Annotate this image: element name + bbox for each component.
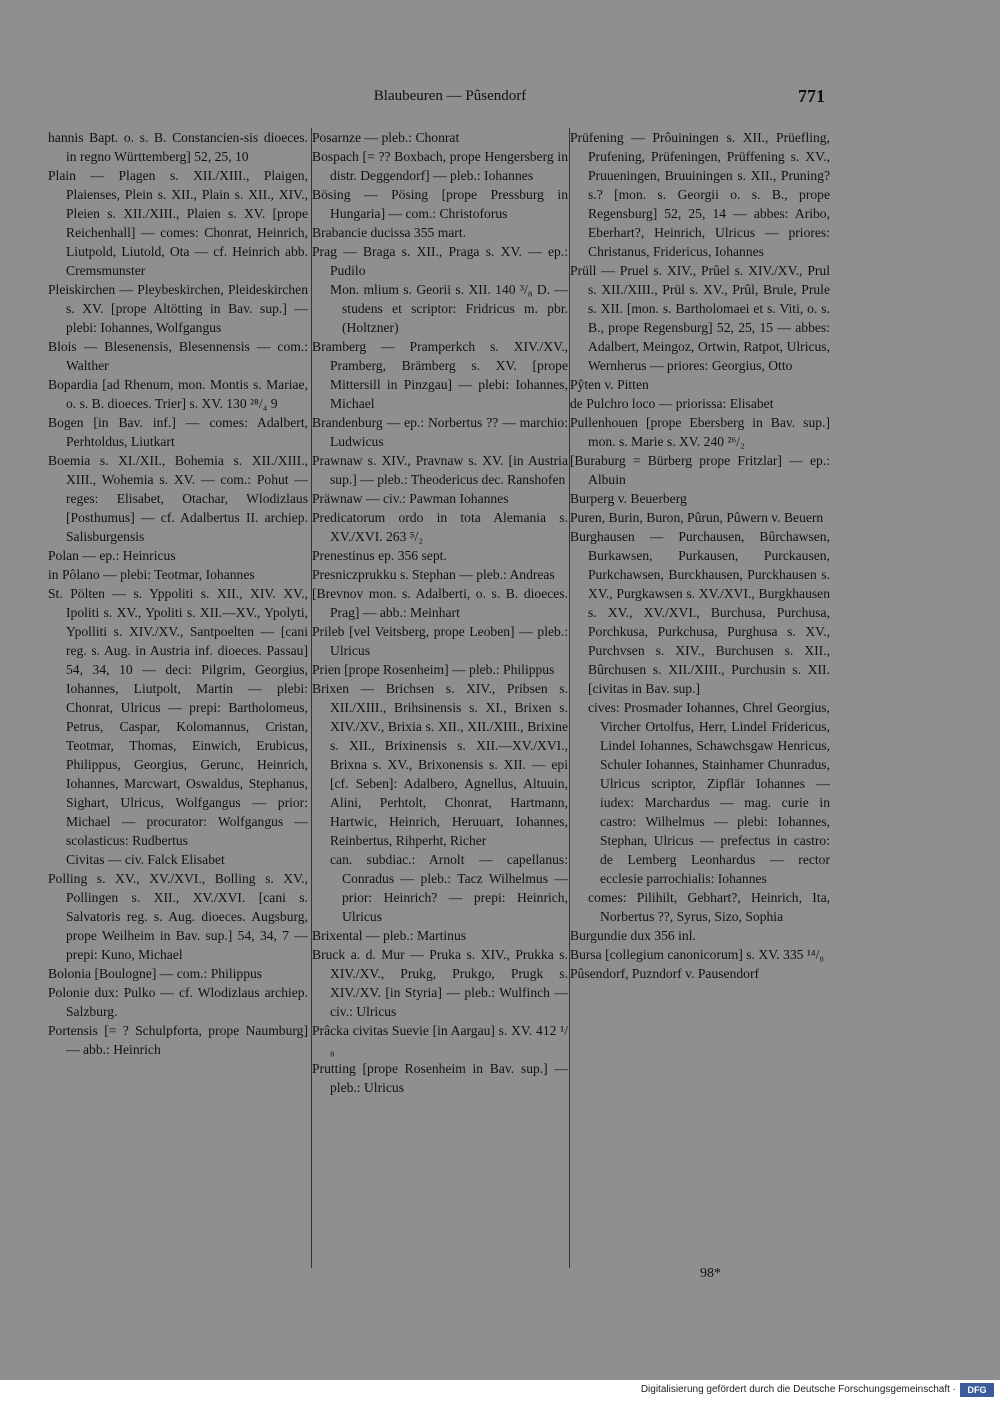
index-entry: Prüll — Pruel s. XIV., Prûel s. XIV./XV., Prul s. XII./XIII., Prül s. XV., Prûl, Brule, Prule s. XII. [mon. s. Bartholomaei et s. Viti, o. s. B., prope Regensburg] 52, 25, 15 — abbes: Adalbert, Meingoz, Ortwin, Ratpot, Ulricus, Wernherus — priores: Georgius, Otto [570, 263, 830, 373]
column-2 [312, 128, 568, 1268]
index-entry: Prawnaw s. XIV., Pravnaw s. XV. [in Austria sup.] — pleb.: Theodericus dec. Ranshofen [312, 453, 568, 487]
index-entry: Prileb [vel Veitsberg, prope Leoben] — pleb.: Ulricus [312, 624, 568, 658]
index-entry: Brabancie ducissa 355 mart. [312, 225, 467, 240]
index-entry: Bruck a. d. Mur — Pruka s. XIV., Prukka s. XIV./XV., Prukg, Prukgo, Prugk s. XIV./XV. [in Styria] — pleb.: Wulfinch — civ.: Ulricus [312, 947, 568, 1019]
index-entry: Predicatorum ordo in tota Alemania s. XV./XVI. 263 ⁵/₂ [312, 510, 568, 544]
index-entry: Prenestinus ep. 356 sept. [312, 548, 447, 563]
funding-note: Digitalisierung gefördert durch die Deutsche Forschungsgemeinschaft · [640, 1384, 956, 1395]
index-entry: [Brevnov mon. s. Adalberti, o. s. B. dioeces. Prag] — abb.: Meinhart [312, 586, 568, 620]
index-entry: Burperg v. Beuerberg [570, 491, 687, 506]
index-entry: Bospach [= ?? Boxbach, prope Hengersberg in distr. Deggendorf] — pleb.: Iohannes [312, 149, 568, 183]
index-entry: St. Pölten — s. Yppoliti s. XII., XIV. XV., Ipoliti s. XV., Ypoliti s. XII.—XV., Ypolyti, Ypolliti s. XIV./XV., Santpoelten — [cani reg. s. Aug. in Austria inf. dioeces. Passau] 54, 34, 10 — deci: Pilgrim, Georgius, Iohannes, Liutpolt, Martin — plebi: Chonrat, Ulricus — prepi: Bartholomeus, Petrus, Caspar, Kolomannus, Cristan, Teotmar, Thomas, Einwich, Erubicus, Philippus, Georgius, Gerunc, Heinrich, Iohannes, Marcwart, Oswaldus, Stephanus, Sighart, Ulricus, Wolfgangus — prior: Michael — procurator: Wolfgangus — scolasticus: Rudbertus [48, 586, 308, 848]
index-entry: Blois — Blesenensis, Blesennensis — com.: Walther [48, 339, 308, 373]
index-entry: Polan — ep.: Heinricus [48, 548, 176, 563]
index-entry: comes: Pilihilt, Gebhart?, Heinrich, Ita, Norbertus ??, Syrus, Sizo, Sophia [588, 890, 830, 924]
index-entry: Burgundie dux 356 inl. [570, 928, 696, 943]
index-entry: Posarnze — pleb.: Chonrat [312, 130, 460, 145]
index-entry: Polonie dux: Pulko — cf. Wlodizlaus archiep. Salzburg. [48, 985, 308, 1019]
index-entry: Präwnaw — civ.: Pawman Iohannes [312, 491, 509, 506]
index-entry: Bursa [collegium canonicorum] s. XV. 335 ¹⁴/₈ [570, 947, 825, 962]
index-entry: Brixental — pleb.: Martinus [312, 928, 467, 943]
index-entry: Pleiskirchen — Pleybeskirchen, Pleideskirchen s. XV. [prope Altötting in Bav. sup.] — plebi: Iohannes, Wolfgangus [48, 282, 308, 335]
page-number: 771 [798, 86, 825, 106]
running-header-title: Blaubeuren — Pûsendorf [373, 88, 527, 104]
index-entry: can. subdiac.: Arnolt — capellanus: Conradus — pleb.: Tacz Wilhelmus — prior: Heinrich? — prepi: Heinrich, Ulricus [330, 852, 568, 924]
index-entry: Prâcka civitas Suevie [in Aargau] s. XV. 412 ¹/₈ [312, 1023, 568, 1057]
index-entry: Plain — Plagen s. XII./XIII., Plaigen, Plaienses, Plein s. XII., Plain s. XII., XIV., Pleien s. XII./XIII., Plaien s. XV. [prope Reichenhall] — comes: Chonrat, Heinrich, Liutpold, Liutold, Ota — cf. Heinrich abb. Cremsmunster [48, 168, 308, 278]
index-entry: Pullenhouen [prope Ebersberg in Bav. sup.] mon. s. Marie s. XV. 240 ²⁶/₂ [570, 415, 830, 449]
index-entry: Burghausen — Purchausen, Bûrchawsen, Burkawsen, Purkausen, Purckausen, Purkchawsen, Burckhausen, Purckhausen s. XV., Purgkawsen s. XV./XVI., Burgkhausen s. XV., XV./XVI., Burchusa, Purchusa, Porchkusa, Purkchusa, Purghusa s. XV., Purchvsen s. XIV., Burchusen s. XII., Bûrchusen s. XII./XIII., Purchusin s. XII. [civitas in Bav. sup.] [570, 529, 830, 696]
index-entry: Prag — Braga s. XII., Praga s. XV. — ep.: Pudilo [312, 244, 568, 278]
signature-mark: 98* [700, 1266, 721, 1281]
index-entry: Prüfening — Prôuiningen s. XII., Prüefling, Prufening, Prüfeningen, Prüffening s. XV., Pruueningen, Bruuiningen s. XII., Pruning? s.? [mon. s. Georgii o. s. B., prope Regensburg] 52, 25, 14 — abbes: Aribo, Eberhart?, Heinrich, Ulricus — priores: Christanus, Fridericus, Iohannes [570, 130, 830, 259]
index-entry: Boemia s. XI./XII., Bohemia s. XII./XIII., XIII., Wohemia s. XV. — com.: Pohut — reges: Elisabet, Otachar, Wlodizlaus [Posthumus] — cf. Adalbertus II. archiep. Salisburgensis [48, 453, 308, 544]
index-entry: Brandenburg — ep.: Norbertus ?? — marchio: Ludwicus [312, 415, 568, 449]
index-entry: Bogen [in Bav. inf.] — comes: Adalbert, Perhtoldus, Liutkart [48, 415, 308, 449]
index-entry: Bolonia [Boulogne] — com.: Philippus [48, 966, 263, 981]
index-entry: Prutting [prope Rosenheim in Bav. sup.] — pleb.: Ulricus [312, 1061, 568, 1095]
index-entry: Pûsendorf, Puzndorf v. Pausendorf [570, 966, 760, 981]
index-entry: hannis Bapt. o. s. B. Constancien-sis dioeces. in regno Württemberg] 52, 25, 10 [48, 130, 308, 164]
index-entry: Bopardia [ad Rhenum, mon. Montis s. Mariae, o. s. B. dioeces. Trier] s. XV. 130 ²⁸/₄ 9 [48, 377, 308, 411]
index-entry: Pŷten v. Pitten [570, 377, 649, 392]
index-entry: de Pulchro loco — priorissa: Elisabet [570, 396, 774, 411]
footer-bar [0, 1380, 1000, 1401]
index-entry: Puren, Burin, Buron, Pûrun, Pûwern v. Beuern [570, 510, 824, 525]
index-entry: Presniczprukku s. Stephan — pleb.: Andreas [312, 567, 555, 582]
index-entry: Bramberg — Pramperkch s. XIV./XV., Pramberg, Brämberg s. XV. [prope Mittersill in Pinzgau] — plebi: Iohannes, Michael [312, 339, 568, 411]
index-entry: cives: Prosmader Iohannes, Chrel Georgius, Vircher Ortolfus, Herr, Lindel Fridericus, Lindel Iohannes, Schawchsgaw Henricus, Schuler Iohannes, Stainhamer Chunradus, Ulricus scriptor, Zipflär Iohannes — iudex: Marchardus — mag. curie in castro: Wilhelmus — plebi: Iohannes, Stephan, Ulricus — prefectus in castro: de Lemberg Leonhardus — rector ecclesie parrochialis: Iohannes [588, 700, 830, 886]
index-entry: Brixen — Brichsen s. XIV., Pribsen s. XII./XIII., Brihsinensis s. XI., Brixen s. XIV./XV., Brixia s. XII., XII./XIII., Brixine s. XII., Brixinensis s. XII.—XV./XVI., Brixna s. XV., Brixonensis s. XII. — epi [cf. Seben]: Adalbero, Agnellus, Altuuin, Alini, Perhtolt, Chonrat, Hartmann, Hartwic, Heinrich, Heruuart, Iohannes, Reinbertus, Rihperht, Richer [312, 681, 568, 848]
dfg-logo-icon: DFG [960, 1383, 994, 1397]
index-entry: Portensis [= ? Schulpforta, prope Naumburg] — abb.: Heinrich [48, 1023, 308, 1057]
index-entry: in Pôlano — plebi: Teotmar, Iohannes [48, 567, 255, 582]
index-entry: Bösing — Pösing [prope Pressburg in Hungaria] — com.: Christoforus [312, 187, 568, 221]
index-entry: Mon. mlium s. Georii s. XII. 140 ³/₈ D. — studens et scriptor: Fridricus m. pbr. (Holtzner) [330, 282, 568, 335]
index-entry: Civitas — civ. Falck Elisabet [66, 852, 225, 867]
index-entry: [Buraburg = Bürberg prope Fritzlar] — ep.: Albuin [570, 453, 830, 487]
column-1 [48, 128, 308, 1268]
column-3 [570, 128, 830, 1268]
index-entry: Prien [prope Rosenheim] — pleb.: Philippus [312, 662, 555, 677]
index-entry: Polling s. XV., XV./XVI., Bolling s. XV., Pollingen s. XII., XV./XVI. [cani s. Salvatoris reg. s. Aug. dioeces. Augsburg, prope Weilheim in Bav. sup.] 54, 34, 7 — prepi: Kuno, Michael [48, 871, 308, 962]
